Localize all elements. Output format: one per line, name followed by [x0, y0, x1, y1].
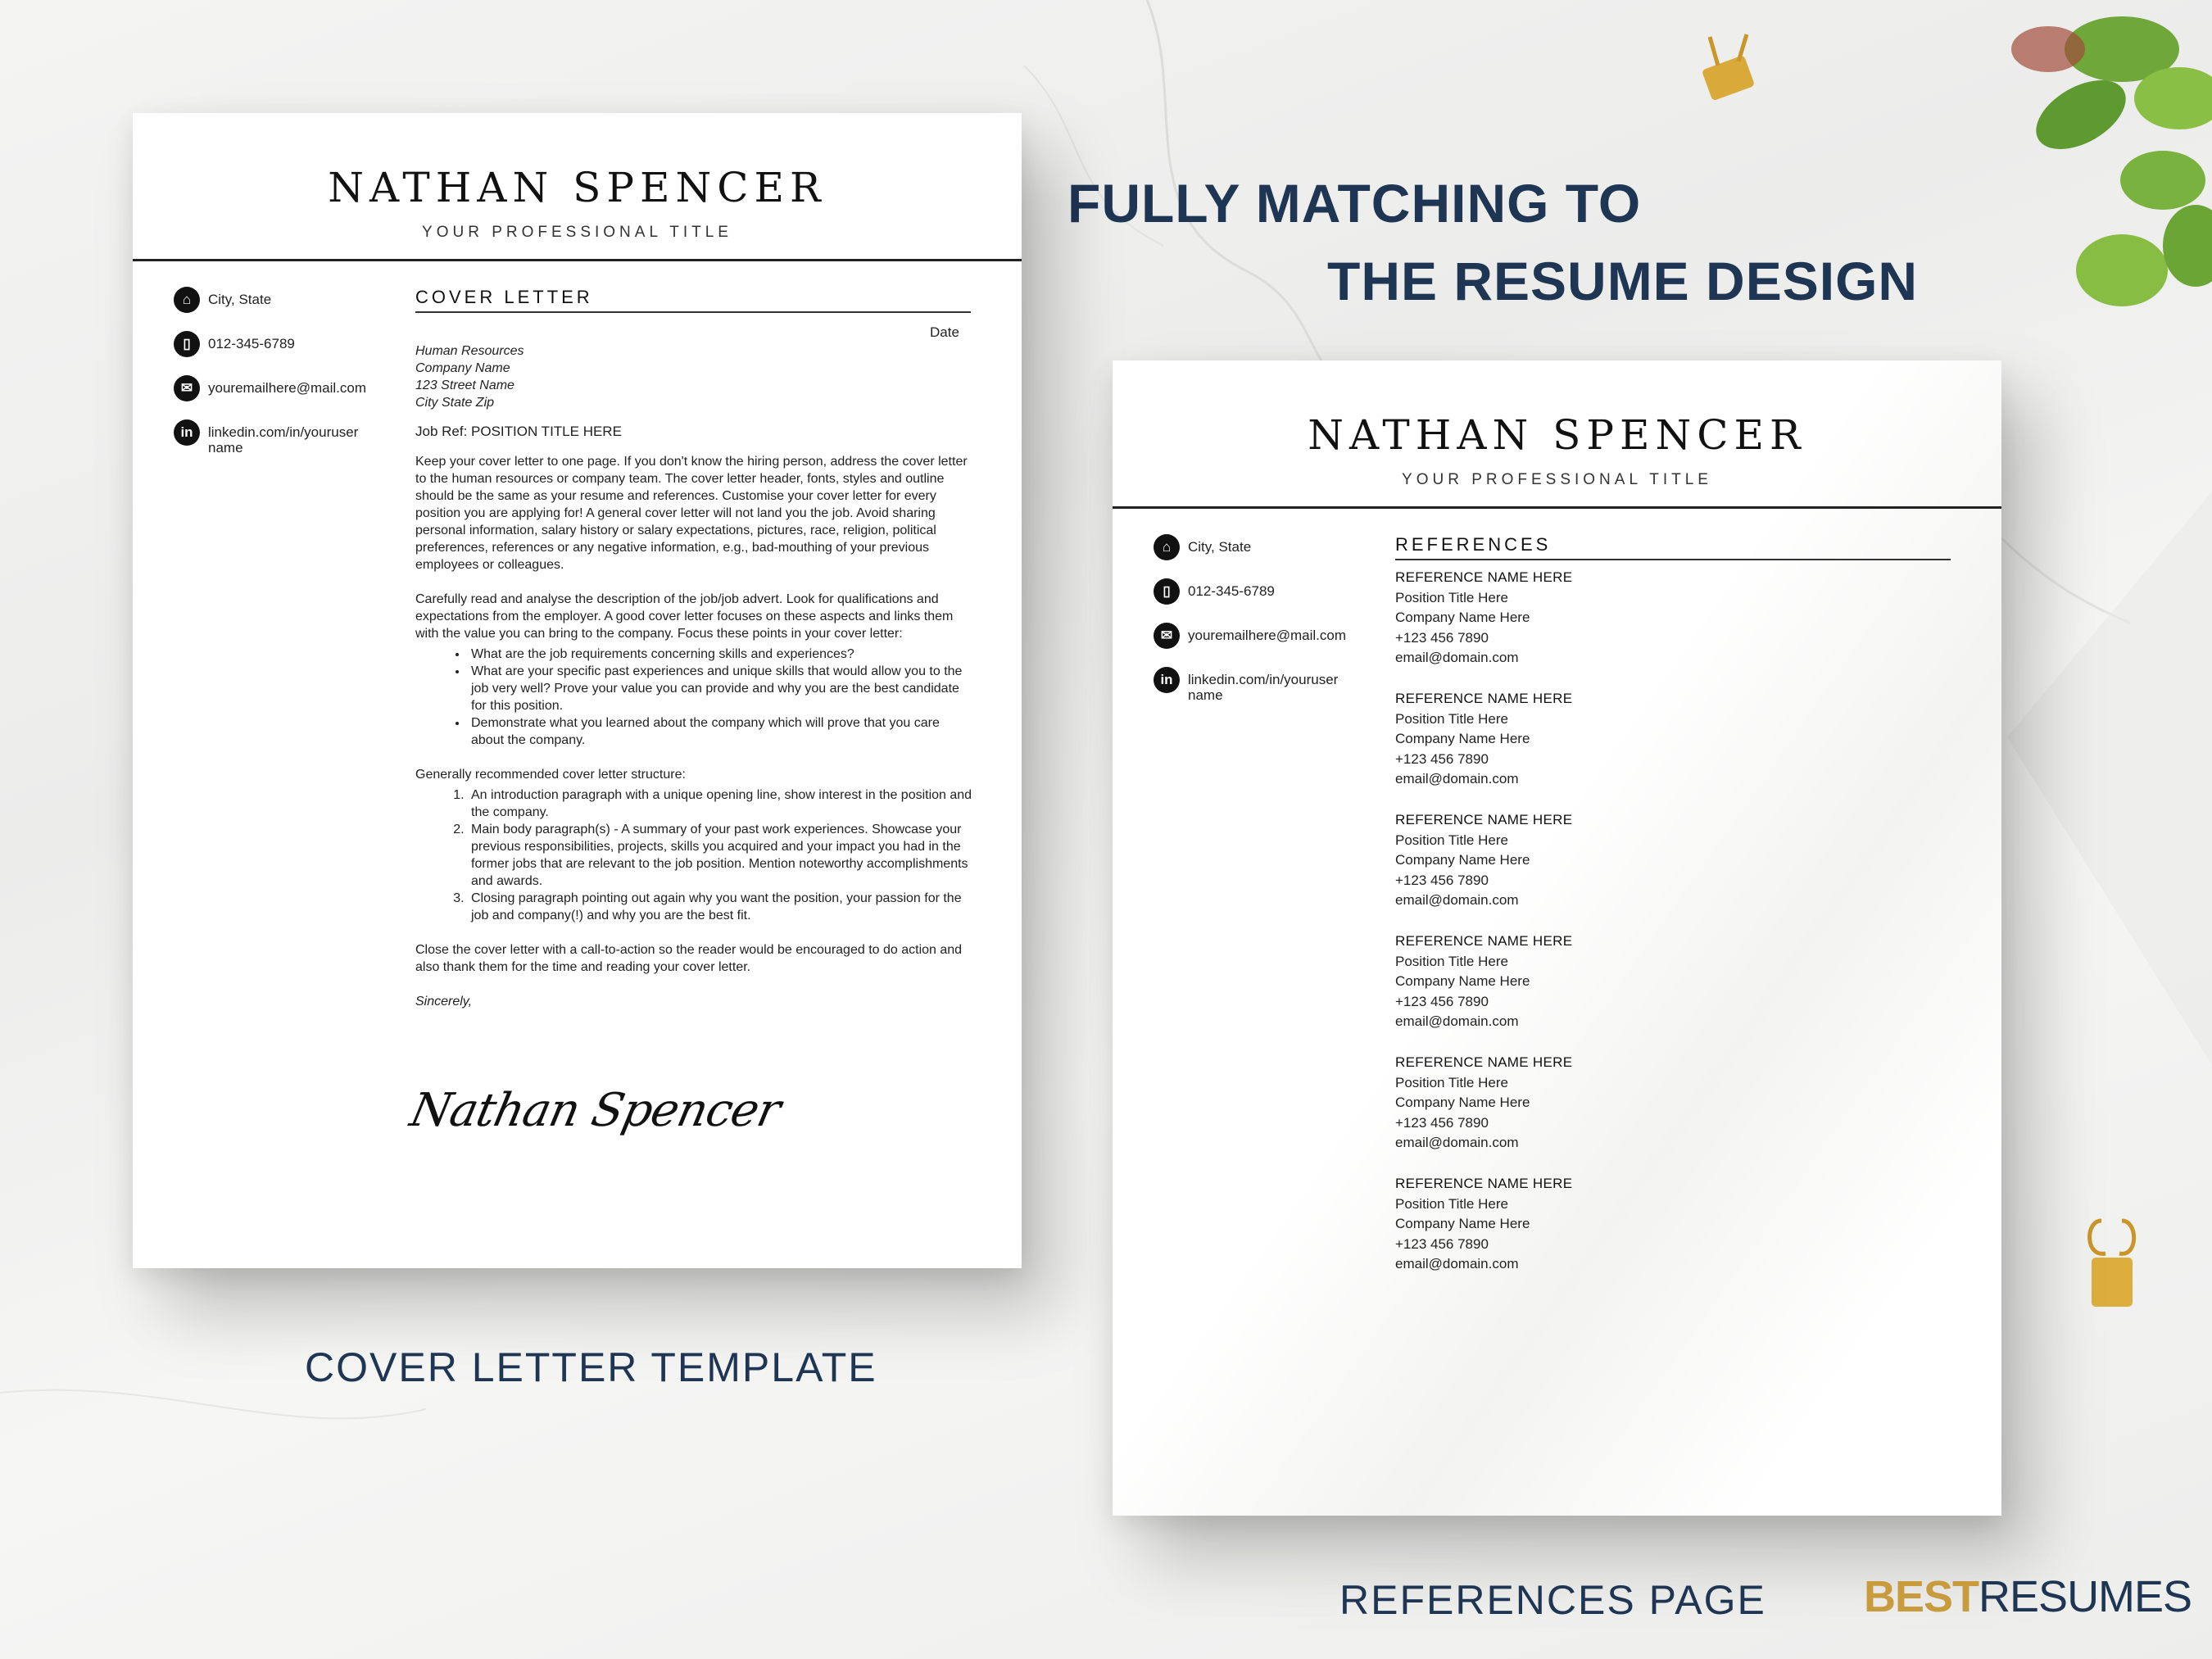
name-header: NATHAN SPENCER	[328, 164, 827, 211]
bullet-list	[415, 646, 972, 749]
brand-logo	[1864, 1571, 2192, 1622]
list-item: 1. An introduction paragraph with a unique opening line, show interest in the position and the company.	[468, 786, 972, 821]
email-icon: ✉	[174, 375, 200, 401]
list-item: 3. Closing paragraph pointing out again why you want the position, your passion for the job and company(!) and why you are the best fit.	[468, 890, 972, 924]
recipient-address: Human Resources Company Name 123 Street Name City State Zip	[415, 344, 524, 410]
header-divider	[133, 259, 1022, 261]
numbered-list	[415, 786, 972, 924]
home-icon: ⌂	[1154, 534, 1180, 560]
reference-entry: REFERENCE NAME HERE Position Title Here Company Name Here +123 456 7890 email@domain.com	[1395, 933, 1573, 1029]
references-caption: REFERENCES PAGE	[1339, 1577, 1766, 1623]
references-page	[1113, 360, 2001, 1516]
phone-icon: ▯	[1154, 578, 1180, 605]
professional-title: YOUR PROFESSIONAL TITLE	[1402, 471, 1712, 488]
linkedin-icon: in	[1154, 667, 1180, 693]
job-reference: Job Ref: POSITION TITLE HERE	[415, 424, 622, 439]
name-header: NATHAN SPENCER	[1308, 411, 1806, 459]
brand-part-1: BEST	[1864, 1572, 1979, 1621]
home-icon: ⌂	[174, 287, 200, 313]
cover-letter-caption: COVER LETTER TEMPLATE	[305, 1344, 877, 1390]
heading-line-2: THE RESUME DESIGN	[1327, 251, 1919, 311]
binder-clip-bottom	[2077, 1213, 2151, 1319]
linkedin-icon: in	[174, 419, 200, 446]
list-item: • What are the job requirements concerning skills and experiences?	[468, 646, 972, 663]
brand-part-2: RESUMES	[1979, 1572, 2192, 1621]
reference-entry: REFERENCE NAME HERE Position Title Here Company Name Here +123 456 7890 email@domain.com	[1395, 812, 1573, 908]
contact-block	[174, 287, 368, 464]
signature: Nathan Spencer	[406, 1084, 785, 1137]
paragraph-1: Keep your cover letter to one page. If you don't know the hiring person, address the cover letter to the human resources or company team. The cover letter header, fonts, styles and outline should be the same as your resume and references. Customise your cover letter for every position you are applying for! A general cover letter will not land you the job. Avoid sharing personal information, salary history or salary expectations, pictures, race, religion, political preferences, references or any negative information, e.g., bad-mouthing of your previous employees or colleagues.	[415, 455, 968, 572]
paragraph-4: Close the cover letter with a call-to-action so the reader would be encouraged to do action and also thank them for the time and reading your cover letter.	[415, 943, 963, 974]
contact-phone: ▯ 012-345-6789	[174, 331, 368, 375]
reference-entry: REFERENCE NAME HERE Position Title Here Company Name Here +123 456 7890 email@domain.com	[1395, 691, 1573, 786]
header-divider	[1113, 506, 2001, 509]
email-icon: ✉	[1154, 623, 1180, 649]
letter-date: Date	[930, 324, 959, 340]
plant-decoration	[1917, 0, 2212, 344]
contact-email: ✉ youremailhere@mail.com	[174, 375, 368, 419]
references-section-title: REFERENCES	[1395, 534, 1951, 560]
binder-clip-top	[1689, 33, 1771, 107]
contact-linkedin: in linkedin.com/in/youruser name	[1154, 667, 1348, 711]
professional-title: YOUR PROFESSIONAL TITLE	[422, 224, 732, 241]
references-list	[1395, 568, 1572, 1295]
reference-entry: REFERENCE NAME HERE Position Title Here Company Name Here +123 456 7890 email@domain.com	[1395, 569, 1573, 665]
reference-entry: REFERENCE NAME HERE Position Title Here Company Name Here +123 456 7890 email@domain.com	[1395, 1176, 1573, 1271]
closing: Sincerely,	[415, 995, 473, 1009]
paragraph-3: Generally recommended cover letter structure:	[415, 768, 686, 782]
contact-phone: ▯ 012-345-6789	[1154, 578, 1348, 623]
list-item: • What are your specific past experiences and unique skills that would allow you to the job very well? Prove your value you can provide and why you are the best candidate for this position.	[468, 663, 972, 714]
contact-linkedin: in linkedin.com/in/youruser name	[174, 419, 368, 464]
contact-email: ✉ youremailhere@mail.com	[1154, 623, 1348, 667]
contact-block	[1154, 534, 1348, 711]
reference-entry: REFERENCE NAME HERE Position Title Here Company Name Here +123 456 7890 email@domain.com	[1395, 1054, 1573, 1150]
heading-line-1: FULLY MATCHING TO	[1067, 173, 1642, 233]
cover-letter-page	[133, 113, 1022, 1268]
phone-icon: ▯	[174, 331, 200, 357]
paragraph-2: Carefully read and analyse the description of the job/job advert. Look for qualifications and expectations from the employer. A good cover letter focuses on these aspects and links them with the value you can bring to the company. Focus these points in your cover letter:	[415, 592, 954, 641]
letter-body	[415, 342, 972, 1027]
contact-location: ⌂ City, State	[1154, 534, 1348, 578]
cover-letter-section-title: COVER LETTER	[415, 287, 971, 313]
contact-location: ⌂ City, State	[174, 287, 368, 331]
list-item: 2. Main body paragraph(s) - A summary of your past work experiences. Showcase your previous responsibilities, projects, skills you acquired and your impact you had in the former jobs that are relevant to the job position. Mention noteworthy accomplishments and awards.	[468, 821, 972, 890]
list-item: • Demonstrate what you learned about the company which will prove that you care about the company.	[468, 714, 972, 749]
